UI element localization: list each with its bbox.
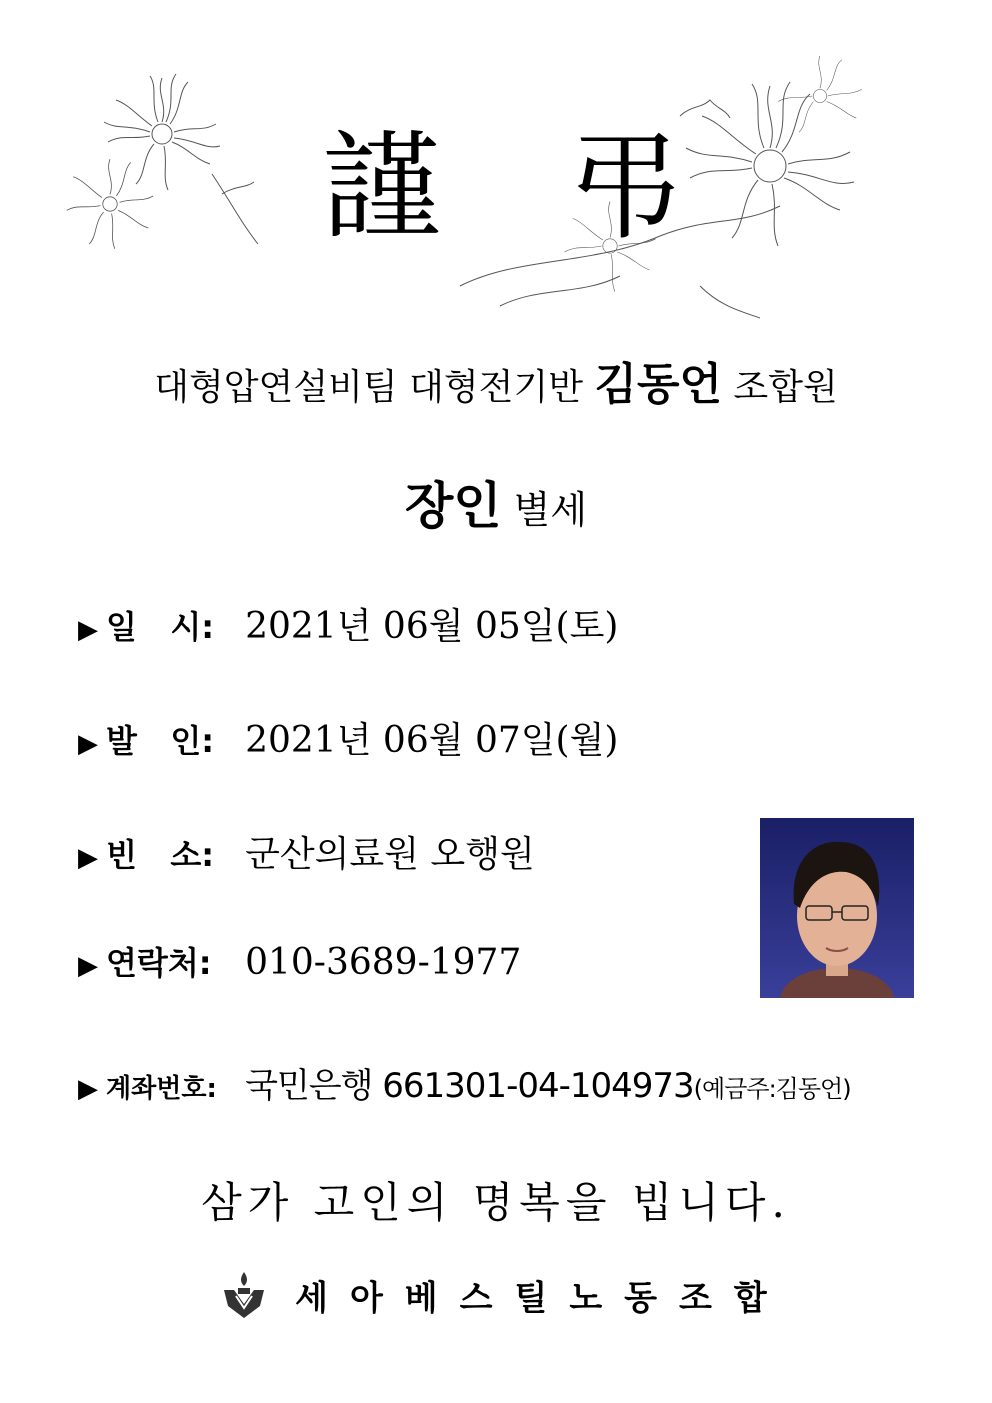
info-row-mortuary bbox=[78, 826, 535, 877]
triangle-bullet-icon: ▶ bbox=[78, 843, 98, 873]
triangle-bullet-icon: ▶ bbox=[78, 951, 98, 981]
info-row-bank-account bbox=[78, 1058, 851, 1107]
funeral-notice bbox=[0, 466, 992, 538]
info-label: ▶ 발 인: bbox=[78, 722, 215, 760]
funeral-event: 별세 bbox=[513, 488, 588, 532]
triangle-bullet-icon: ▶ bbox=[78, 729, 98, 759]
headline-member-name: 김동언 bbox=[594, 359, 722, 410]
info-label: ▶ 일 시: bbox=[78, 608, 215, 646]
union-name: 세아베스틸노동조합 bbox=[295, 1278, 789, 1319]
info-value: 국민은행 661301-04-104973(예금주:김동언) bbox=[245, 1066, 851, 1106]
info-value: 010-3689-1977 bbox=[245, 942, 522, 983]
info-value: 군산의료원 오행원 bbox=[245, 834, 535, 875]
closing-condolence: 삼가 고인의 명복을 빕니다. bbox=[201, 1178, 791, 1227]
info-row-contact bbox=[78, 938, 521, 984]
headline-suffix: 조합원 bbox=[733, 367, 838, 408]
info-label: ▶ 계좌번호: bbox=[78, 1074, 217, 1104]
info-label: ▶ 빈 소: bbox=[78, 836, 215, 874]
info-value: 2021년 06월 07일(월) bbox=[245, 720, 619, 761]
info-label: ▶ 연락처: bbox=[78, 944, 212, 982]
title-char-geun: 謹 bbox=[322, 118, 441, 256]
headline bbox=[0, 348, 992, 412]
headline-dept: 대형압연설비팀 대형전기반 bbox=[154, 367, 583, 408]
info-row-departure bbox=[78, 712, 618, 763]
hands-torch-logo-icon bbox=[222, 1270, 266, 1320]
union-signature bbox=[222, 1270, 789, 1324]
triangle-bullet-icon: ▶ bbox=[78, 1074, 98, 1104]
triangle-bullet-icon: ▶ bbox=[78, 615, 98, 645]
member-portrait-photo bbox=[760, 818, 914, 998]
info-row-date bbox=[78, 598, 618, 649]
account-holder: (예금주:김동언) bbox=[693, 1075, 851, 1103]
chrysanthemum-left-illustration bbox=[62, 64, 262, 254]
title-char-jo: 弔 bbox=[566, 118, 685, 256]
funeral-relation: 장인 bbox=[404, 477, 502, 535]
info-value: 2021년 06월 05일(토) bbox=[245, 606, 619, 647]
